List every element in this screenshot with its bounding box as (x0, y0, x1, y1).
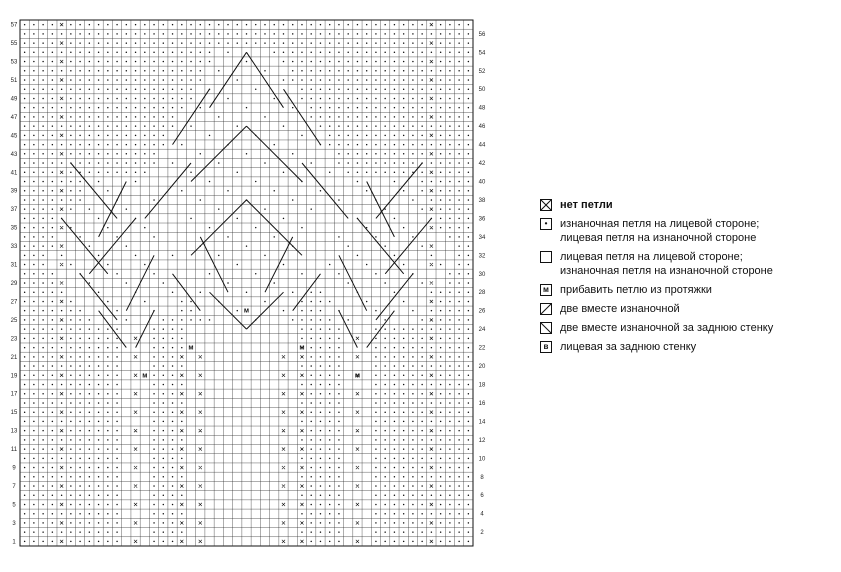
legend-text (560, 302, 680, 316)
row-number-right: 12 (478, 437, 486, 444)
purl-dot-glyph: • (544, 219, 548, 228)
row-number-left: 9 (12, 465, 16, 472)
row-number-left: 25 (10, 317, 18, 324)
row-number-left: 23 (10, 336, 18, 343)
row-number-right: 52 (478, 68, 486, 75)
row-number-left: 17 (10, 391, 18, 398)
row-number-left: 21 (10, 354, 18, 361)
row-number-left: 35 (10, 225, 18, 232)
legend-line: прибавить петлю из протяжки (560, 284, 712, 296)
k-tbl-glyph: в (543, 342, 549, 351)
legend-line: лицевая петля на изнаночной стороне (560, 232, 757, 244)
knit-empty-symbol-icon (540, 251, 552, 263)
row-number-left: 47 (10, 114, 18, 121)
make-one-mark: м (299, 344, 305, 352)
legend-item-k-tbl (540, 340, 840, 354)
legend-text (560, 250, 773, 278)
row-number-right: 44 (478, 142, 486, 149)
legend-text (560, 340, 696, 354)
make-one-symbol-icon (540, 284, 552, 296)
legend-item-knit-empty (540, 250, 840, 278)
p2tog-tbl-mark (541, 323, 551, 333)
row-number-left: 1 (12, 539, 16, 546)
row-number-right: 42 (478, 161, 486, 168)
make-one-mark: м (354, 372, 361, 380)
row-number-left: 3 (12, 520, 16, 527)
row-number-left: 39 (10, 188, 18, 195)
p2tog-line (541, 304, 551, 314)
legend-text (560, 321, 773, 335)
row-number-left: 31 (10, 262, 18, 269)
x-symbol-columns (60, 23, 433, 543)
make-one-mark: м (188, 344, 194, 352)
no-stitch-line (541, 200, 551, 210)
row-number-right: 56 (478, 31, 486, 38)
row-number-left: 49 (10, 96, 18, 103)
row-number-right: 26 (478, 308, 486, 315)
legend-text (560, 283, 712, 297)
p2tog-mark (541, 304, 551, 314)
row-number-left: 53 (10, 59, 18, 66)
row-number-right: 14 (478, 419, 486, 426)
legend-line: нет петли (560, 199, 613, 211)
row-number-left: 37 (10, 207, 18, 214)
row-number-right: 32 (478, 253, 486, 260)
row-number-left: 19 (10, 373, 18, 380)
row-number-left: 13 (10, 428, 18, 435)
purl-stitch-dots (24, 24, 469, 542)
row-number-left: 51 (10, 77, 18, 84)
row-number-left: 29 (10, 281, 18, 287)
no-stitch-symbol-icon (540, 199, 552, 211)
row-number-right: 10 (478, 456, 486, 463)
k-tbl-symbol-icon (540, 341, 552, 353)
legend-item-p2tog-tbl (540, 321, 840, 335)
row-number-right: 46 (478, 124, 486, 131)
no-stitch-mark (541, 200, 551, 210)
row-number-right: 2 (480, 530, 484, 537)
make-one-glyph: м (543, 285, 549, 294)
row-number-right: 16 (478, 400, 486, 407)
row-number-right: 28 (478, 290, 486, 297)
row-number-left: 43 (10, 151, 18, 158)
p2tog-tbl-line (541, 323, 551, 333)
legend-line: изнаночная петля на лицевой стороне; (560, 218, 760, 230)
legend (540, 198, 840, 359)
row-number-right: 54 (478, 50, 486, 57)
row-number-right: 30 (478, 271, 486, 278)
make-one-mark: м (142, 372, 148, 380)
row-number-left: 45 (10, 133, 18, 140)
row-number-right: 22 (478, 345, 486, 352)
legend-item-p2tog (540, 302, 840, 316)
row-number-right: 18 (478, 382, 486, 389)
p2tog-tbl-symbol-icon (540, 322, 552, 334)
row-number-left: 27 (10, 299, 18, 306)
row-number-right: 8 (480, 474, 484, 481)
row-number-left: 57 (10, 22, 18, 29)
legend-item-make-one (540, 283, 840, 297)
make-one-mark: м (243, 307, 250, 315)
legend-item-no-stitch (540, 198, 840, 212)
row-number-right: 40 (478, 179, 486, 186)
row-number-left: 11 (10, 447, 18, 454)
legend-text (560, 217, 759, 245)
row-number-right: 38 (478, 197, 486, 204)
row-number-right: 48 (478, 105, 486, 112)
row-number-right: 34 (478, 234, 486, 241)
legend-text (560, 198, 613, 212)
row-number-left: 55 (10, 41, 18, 48)
legend-line: лицевая за заднюю стенку (560, 341, 697, 353)
row-number-right: 4 (480, 511, 484, 518)
legend-line: изнаночная петля на изнаночной стороне (560, 265, 773, 277)
branch-strokes (62, 52, 432, 347)
row-number-right: 20 (478, 364, 486, 371)
row-number-left: 7 (12, 484, 16, 491)
row-number-left: 15 (10, 410, 18, 417)
p2tog-symbol-icon (540, 303, 552, 315)
row-number-right: 24 (478, 327, 486, 334)
row-number-left: 5 (12, 502, 16, 509)
row-number-right: 6 (480, 493, 484, 500)
legend-line: две вместе изнаночной (560, 303, 680, 315)
row-number-right: 50 (478, 87, 486, 94)
legend-line: лицевая петля на лицевой стороне; (560, 251, 743, 263)
legend-item-purl-dot (540, 217, 840, 245)
row-number-left: 33 (10, 244, 18, 251)
row-number-left: 41 (10, 170, 18, 177)
row-number-right: 36 (478, 216, 486, 223)
legend-line: две вместе изнаночной за заднюю стенку (560, 322, 774, 334)
purl-dot-symbol-icon (540, 218, 552, 230)
